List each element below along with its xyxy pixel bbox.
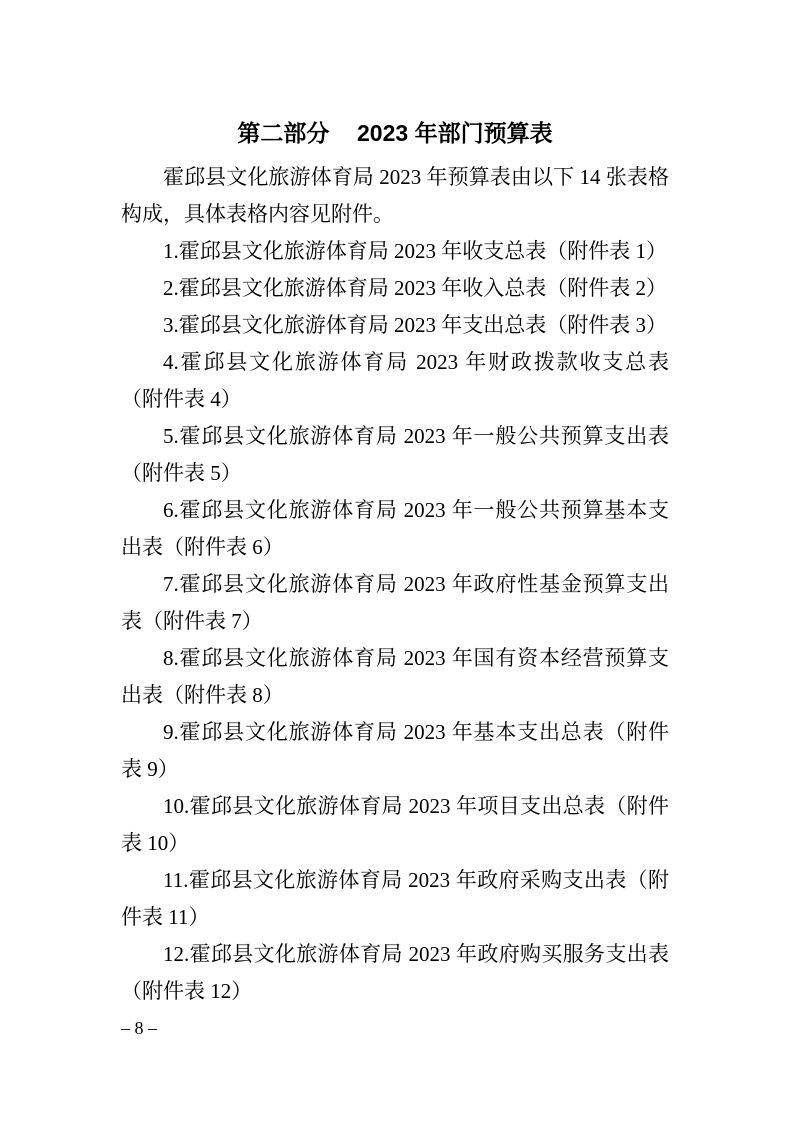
list-item-11: 11.霍邱县文化旅游体育局 2023 年政府采购支出表（附件表 11） [121,868,669,929]
page-title-text: 2023 年部门预算表 [357,120,553,146]
page-title [121,116,669,150]
list-item-3: 3.霍邱县文化旅游体育局 2023 年支出总表（附件表 3） [163,313,667,337]
list-item-4: 4.霍邱县文化旅游体育局 2023 年财政拨款收支总表（附件表 4） [121,350,669,411]
document-content [121,116,669,1010]
list-item-5: 5.霍邱县文化旅游体育局 2023 年一般公共预算支出表（附件表 5） [121,424,669,485]
page-number: – 8 – [121,1018,157,1038]
list-item-2: 2.霍邱县文化旅游体育局 2023 年收入总表（附件表 2） [163,276,667,300]
intro-paragraph: 霍邱县文化旅游体育局 2023 年预算表由以下 14 张表格构成，具体表格内容见附件。 [121,165,669,226]
page-title-section-label: 第二部分 [237,120,330,146]
list-item-12: 12.霍邱县文化旅游体育局 2023 年政府购买服务支出表（附件表 12） [121,942,669,1003]
list-item-7: 7.霍邱县文化旅游体育局 2023 年政府性基金预算支出表（附件表 7） [121,572,669,633]
list-item-1: 1.霍邱县文化旅游体育局 2023 年收支总表（附件表 1） [163,239,667,263]
list-item-10: 10.霍邱县文化旅游体育局 2023 年项目支出总表（附件表 10） [121,794,669,855]
list-item-9: 9.霍邱县文化旅游体育局 2023 年基本支出总表（附件表 9） [121,720,669,781]
list-item-6: 6.霍邱县文化旅游体育局 2023 年一般公共预算基本支出表（附件表 6） [121,498,669,559]
list-item-8: 8.霍邱县文化旅游体育局 2023 年国有资本经营预算支出表（附件表 8） [121,646,669,707]
